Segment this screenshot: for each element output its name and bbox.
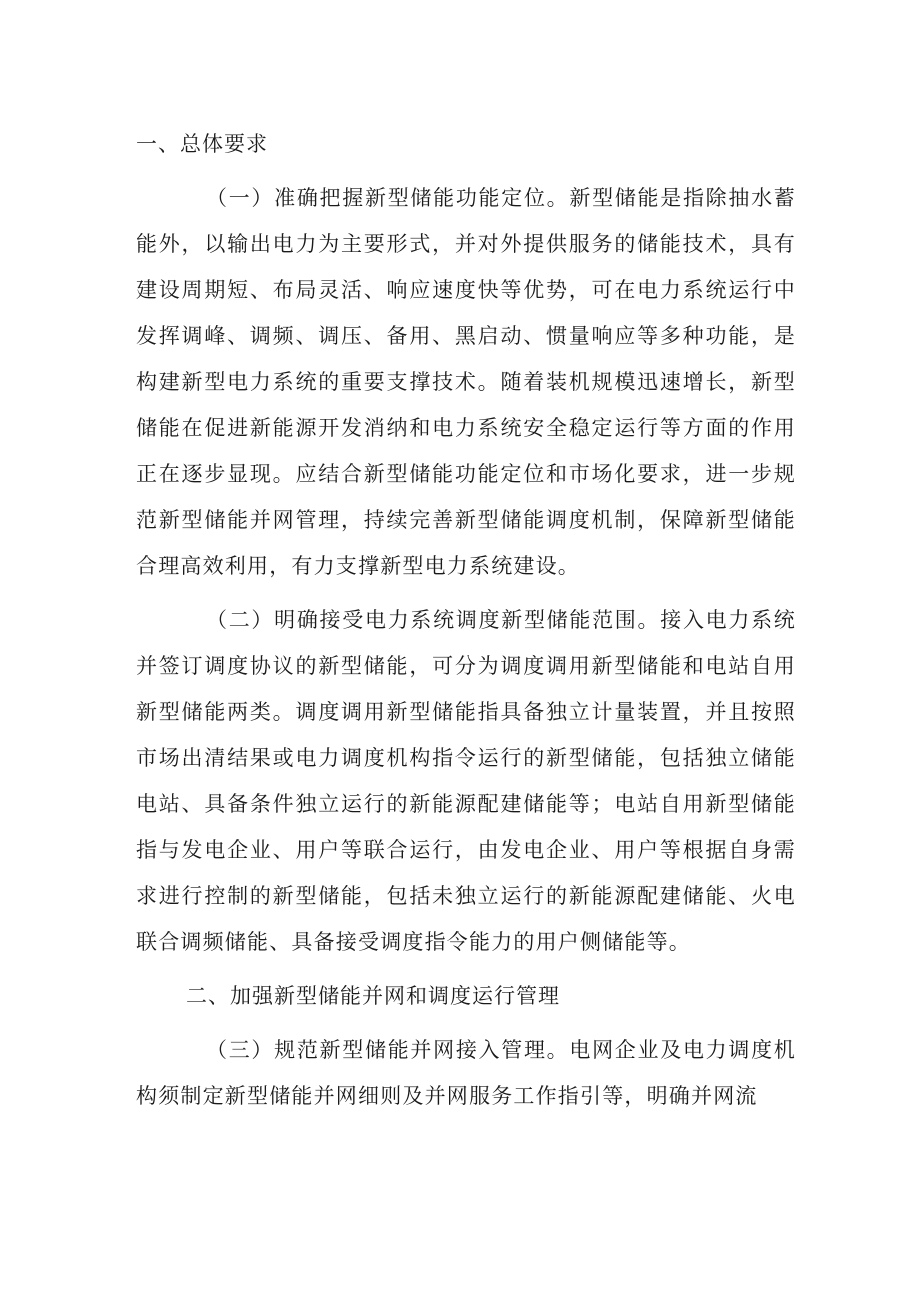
paragraph-1: （一）准确把握新型储能功能定位。新型储能是指除抽水蓄能外，以输出电力为主要形式，并对外提供服务的储能技术，具有建设周期短、布局灵活、响应速度快等优势，可在电力系统运行中发挥调峰、调频、调压、备用、黑启动、惯量响应等多种功能，是构建新型电力系统的重要支撑技术。随着装机规模迅速增长，新型储能在促进新能源开发消纳和电力系统安全稳定运行等方面的作用正在逐步显现。应结合新型储能功能定位和市场化要求，进一步规范新型储能并网管理，持续完善新型储能调度机制，保障新型储能合理高效利用，有力支撑新型电力系统建设。 (136, 186, 796, 578)
section-heading-1: 一、总体要求 (136, 132, 268, 156)
paragraph-3: （三）规范新型储能并网接入管理。电网企业及电力调度机构须制定新型储能并网细则及并网服务工作指引等，明确并网流 (136, 1038, 796, 1108)
paragraph-2: （二）明确接受电力系统调度新型储能范围。接入电力系统并签订调度协议的新型储能，可分为调度调用新型储能和电站自用新型储能两类。调度调用新型储能指具备独立计量装置，并且按照市场出清结果或电力调度机构指令运行的新型储能，包括独立储能电站、具备条件独立运行的新能源配建储能等；电站自用新型储能指与发电企业、用户等联合运行，由发电企业、用户等根据自身需求进行控制的新型储能，包括未独立运行的新能源配建储能、火电联合调频储能、具备接受调度指令能力的用户侧储能等。 (136, 608, 796, 954)
section-heading-2: 二、加强新型储能并网和调度运行管理 (186, 984, 560, 1008)
document-body (136, 121, 796, 1127)
